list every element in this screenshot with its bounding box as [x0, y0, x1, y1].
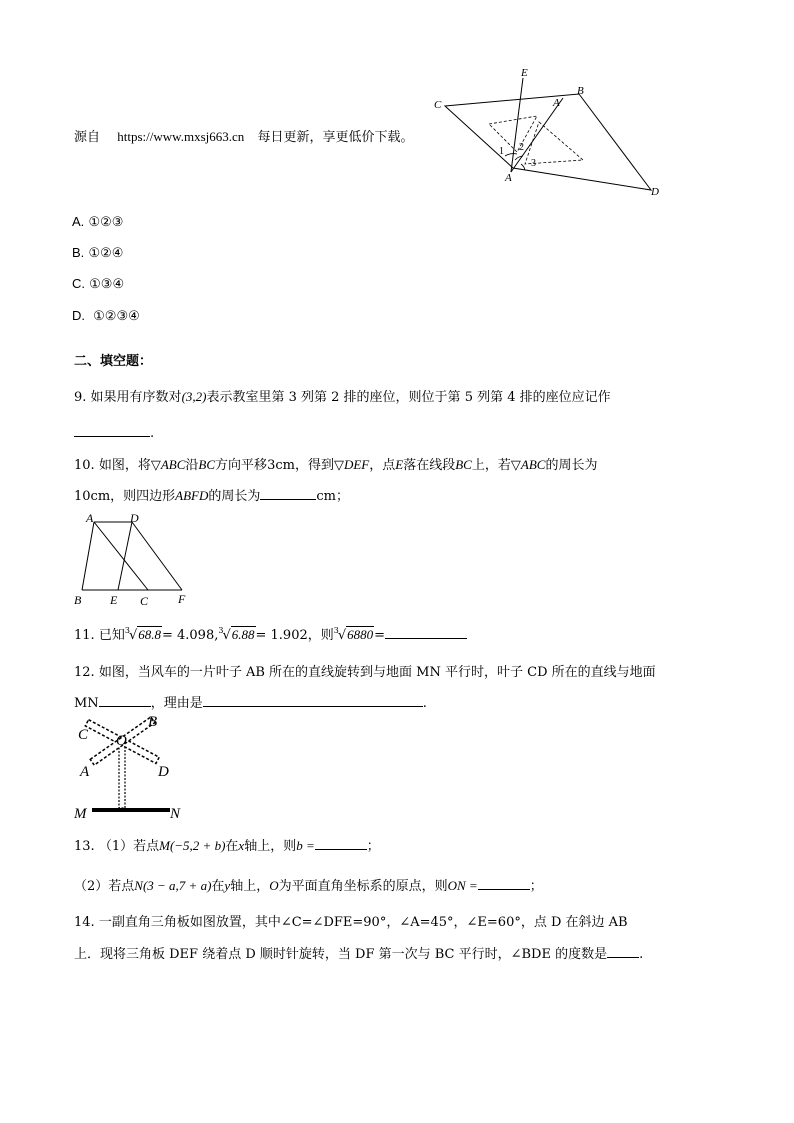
source-prefix: 源自	[74, 129, 101, 144]
segment-de	[118, 522, 132, 590]
label-c: C	[434, 99, 442, 111]
option-d[interactable]	[72, 308, 140, 324]
q13-text: 在	[211, 879, 225, 894]
q13-end: ；	[529, 879, 543, 894]
q13-text: （2）若点	[74, 879, 135, 894]
q10-quad-abfd: ABFD	[175, 488, 209, 503]
q13-end: ；	[366, 839, 380, 854]
q13-b: b =	[296, 838, 315, 853]
label-b: B	[74, 593, 82, 607]
q10-text: 如图，将	[98, 458, 151, 473]
q11-value: = 4.098,	[161, 628, 219, 643]
cube-root-2: $^3$√6.88	[218, 626, 255, 643]
answer-blank[interactable]	[74, 423, 150, 437]
answer-blank[interactable]	[478, 876, 530, 890]
label-e: E	[110, 593, 118, 607]
q13-on: ON =	[447, 878, 478, 893]
question-number: 14.	[74, 915, 95, 930]
label-o: O	[116, 733, 127, 749]
question-13-part2	[74, 875, 543, 894]
label-a: A	[80, 764, 90, 780]
parallelogram-figure	[425, 64, 675, 204]
label-a: A	[505, 172, 512, 184]
source-url[interactable]: https://www.mxsj663.cn	[117, 129, 245, 144]
option-letter: B.	[72, 245, 85, 260]
label-a-inner: A	[553, 97, 560, 109]
q12-end: .	[422, 696, 427, 711]
question-11	[74, 624, 467, 643]
cube-root-3: $^3$√6880	[333, 626, 374, 643]
q13-origin: O	[269, 878, 279, 893]
question-12-line2	[74, 692, 427, 711]
option-text: ①②③	[88, 215, 124, 230]
answer-blank[interactable]	[203, 693, 423, 707]
q10-text: 方向平移	[215, 458, 268, 473]
source-suffix: 每日更新，享更低价下载。	[257, 129, 414, 144]
question-number: 11.	[74, 628, 95, 643]
q11-text: 已知	[98, 628, 125, 643]
root-index: 3	[218, 626, 224, 635]
q13-text: （1）若点	[98, 839, 160, 854]
question-13-part1	[74, 835, 380, 854]
question-9	[74, 386, 611, 405]
angle-arc-1	[505, 154, 517, 156]
radicand: 6880	[347, 627, 374, 642]
segment-ab	[82, 522, 94, 590]
question-number: 12.	[74, 665, 95, 680]
q11-equals: =	[374, 628, 386, 643]
answer-blank[interactable]	[385, 625, 467, 639]
question-14-line1	[74, 911, 628, 930]
question-10-line2	[74, 485, 349, 504]
label-d: D	[158, 764, 169, 780]
q12-mn: MN	[74, 696, 99, 711]
q10-unit: cm；	[316, 489, 350, 504]
source-line	[74, 126, 414, 145]
label-angle-3: 3	[531, 158, 536, 169]
label-a: A	[86, 511, 94, 525]
q13-text: 为平面直角坐标系的原点，则	[278, 879, 448, 894]
answer-blank[interactable]	[607, 944, 639, 958]
q9-text-b: 表示教室里第 3 列第 2 排的座位，则位于第 5 列第 4 排的座位应记作	[206, 390, 611, 405]
label-c: C	[140, 594, 149, 608]
label-e: E	[521, 67, 528, 79]
root-index: 3	[124, 626, 130, 635]
label-b: B	[577, 85, 584, 97]
windmill-figure	[72, 712, 192, 822]
q13-y: y	[224, 878, 231, 893]
label-n: N	[170, 806, 181, 822]
section-title: 二、填空题：	[74, 354, 153, 369]
label-f: F	[178, 592, 186, 606]
option-text: ①③④	[89, 277, 125, 292]
option-letter: D.	[72, 308, 85, 323]
q10-segment-bc: BC	[198, 457, 216, 472]
option-letter: A.	[72, 214, 85, 229]
label-angle-1: 1	[499, 146, 504, 157]
option-letter: C.	[72, 276, 85, 291]
question-12-line1	[74, 661, 656, 680]
q9-pair: (3,2)	[181, 389, 207, 404]
q11-text: ，则	[307, 628, 334, 643]
q9-end: .	[150, 426, 155, 441]
q10-triangle-def: ▽DEF	[333, 457, 370, 472]
q10-text: 的周长为	[208, 489, 261, 504]
label-d: D	[130, 511, 139, 525]
q10-segment-bc: BC	[455, 457, 472, 472]
q13-text: 在	[225, 839, 239, 854]
question-number: 10.	[74, 458, 95, 473]
q13-text: 轴上，	[230, 879, 270, 894]
q12-text: ，理由是	[150, 696, 203, 711]
question-14-line2	[74, 943, 643, 962]
label-b: B	[148, 714, 158, 730]
root-index: 3	[333, 626, 339, 635]
q10-triangle-abc: ▽ABC	[150, 457, 186, 472]
option-text: ①②④	[88, 246, 124, 261]
dashed-triangle	[489, 116, 537, 152]
label-m: M	[74, 806, 87, 822]
label-d: D	[651, 186, 659, 198]
option-text: ①②③④	[93, 309, 140, 324]
answer-blank[interactable]	[315, 836, 367, 850]
cube-root-1: $^3$√68.8	[124, 626, 161, 643]
q10-triangle-abc: ▽ABC	[510, 457, 546, 472]
windmill-pole	[119, 742, 125, 808]
q13-point-n: N(3 − a,7 + a)	[134, 878, 212, 893]
answer-blank[interactable]	[260, 486, 316, 500]
option-b[interactable]	[72, 245, 123, 261]
q14-text: 一副直角三角板如图放置，其中∠C=∠DFE=90°，∠A=45°，∠E=60°，点 D 在斜边 AB	[98, 915, 628, 930]
q14-text: 上．现将三角板 DEF 绕着点 D 顺时针旋转，当 DF 第一次与 BC 平行时，∠BDE 的度数是	[74, 947, 608, 962]
translation-figure	[70, 510, 200, 610]
q11-value: = 1.902	[255, 628, 308, 643]
q9-answer-line	[74, 423, 154, 441]
q10-text: 的周长为	[545, 458, 598, 473]
question-10-line1	[74, 454, 597, 473]
q10-text: ，点	[369, 458, 396, 473]
ground-mn	[92, 808, 170, 812]
option-a[interactable]	[72, 214, 123, 230]
q10-text: 上，若	[471, 458, 511, 473]
q10-text: ，得到	[294, 458, 334, 473]
q10-perimeter: 10cm	[74, 489, 111, 504]
q10-distance: 3cm	[267, 458, 295, 473]
radicand: 68.8	[138, 627, 161, 642]
answer-blank[interactable]	[99, 693, 151, 707]
radicand: 6.88	[231, 627, 255, 642]
label-angle-2: 2	[519, 142, 524, 153]
q14-end: .	[639, 947, 644, 962]
q10-text: 落在线段	[403, 458, 456, 473]
label-c: C	[78, 727, 89, 743]
q10-point-e: E	[395, 457, 404, 472]
q9-text-a: 如果用有序数对	[90, 390, 182, 405]
question-number: 9.	[74, 390, 87, 405]
q13-x: x	[238, 838, 245, 853]
q10-text: 沿	[185, 458, 199, 473]
quad-cbda	[445, 94, 651, 190]
q10-text: ，则四边形	[110, 489, 176, 504]
question-number: 13.	[74, 839, 95, 854]
q13-text: 轴上，则	[244, 839, 297, 854]
option-c[interactable]	[72, 276, 124, 292]
q12-text: 如图，当风车的一片叶子 AB 所在的直线旋转到与地面 MN 平行时，叶子 CD 所在的直线与地面	[98, 665, 656, 680]
q13-point-m: M(−5,2 + b)	[159, 838, 226, 853]
